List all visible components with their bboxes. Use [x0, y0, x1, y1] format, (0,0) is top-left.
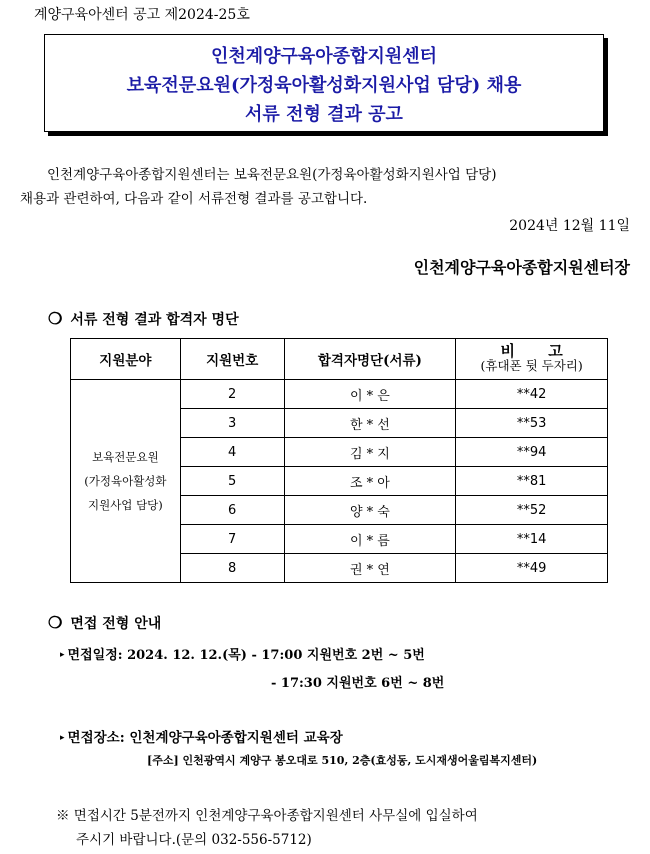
header-remark — [456, 339, 608, 380]
header-remark-top: 비 고 — [500, 342, 577, 360]
interview-place-text: 면접장소: 인천계양구육아종합지원센터 교육장 — [67, 730, 343, 746]
cell-app-no: 7 — [180, 525, 284, 554]
schedule-line-2: - 17:30 지원번호 6번 ~ 8번 — [271, 676, 445, 691]
cell-name: 한 * 선 — [284, 409, 456, 438]
org-signature: 인천계양구육아종합지원센터장 — [413, 258, 630, 277]
cell-app-no: 8 — [180, 554, 284, 583]
intro-line-2: 채용과 관련하여, 다음과 같이 서류전형 결과를 공고합니다. — [20, 191, 368, 207]
cell-remark: **14 — [456, 525, 608, 554]
section-interview-title: 면접 전형 안내 — [70, 616, 162, 632]
cell-remark: **52 — [456, 496, 608, 525]
circle-bullet-icon: ❍ — [48, 309, 63, 328]
field-line-3: 지원사업 담당) — [87, 498, 163, 512]
cell-name: 김 * 지 — [284, 438, 456, 467]
table-row — [71, 380, 608, 409]
header-app-no: 지원번호 — [180, 339, 284, 380]
interview-address: [주소] 인천광역시 계양구 봉오대로 510, 2층(효성동, 도시재생어울림복지센터) — [147, 754, 538, 767]
schedule-line-1 — [60, 644, 425, 663]
cell-name: 이 * 름 — [284, 525, 456, 554]
title-line-1: 인천계양구육아종합지원센터 — [210, 46, 438, 67]
schedule-text-1: 면접일정: 2024. 12. 12.(목) - 17:00 지원번호 2번 ~ 5번 — [67, 648, 425, 663]
notice-number: 계양구육아센터 공고 제2024-25호 — [34, 7, 250, 23]
triangle-bullet-icon: ▸ — [60, 733, 65, 743]
cell-app-no: 6 — [180, 496, 284, 525]
cell-remark: **81 — [456, 467, 608, 496]
notice-footnote — [56, 804, 478, 852]
section-results-title: 서류 전형 결과 합격자 명단 — [70, 312, 239, 328]
field-cell — [71, 380, 181, 583]
cell-name: 권 * 연 — [284, 554, 456, 583]
notice-date: 2024년 12월 11일 — [509, 218, 630, 234]
field-line-1: 보육전문요원 — [92, 450, 159, 464]
cell-remark: **49 — [456, 554, 608, 583]
header-names: 합격자명단(서류) — [284, 339, 456, 380]
table-header-row — [71, 339, 608, 380]
section-results-heading — [48, 309, 239, 329]
interview-place — [60, 726, 343, 746]
intro-line-1: 인천계양구육아종합지원센터는 보육전문요원(가정육아활성화지원사업 담당) — [47, 167, 497, 183]
cell-app-no: 2 — [180, 380, 284, 409]
cell-name: 이 * 은 — [284, 380, 456, 409]
cell-remark: **53 — [456, 409, 608, 438]
circle-bullet-icon: ❍ — [48, 613, 63, 632]
cell-name: 양 * 숙 — [284, 496, 456, 525]
field-line-2: (가정육아활성화 — [84, 474, 167, 488]
triangle-bullet-icon: ▸ — [60, 650, 65, 660]
section-interview-heading — [48, 613, 161, 633]
header-field: 지원분야 — [71, 339, 181, 380]
title-line-3: 서류 전형 결과 공고 — [245, 104, 403, 125]
note-line-1: ※ 면접시간 5분전까지 인천계양구육아종합지원센터 사무실에 입실하여 — [56, 808, 478, 824]
results-table — [70, 338, 608, 583]
cell-app-no: 5 — [180, 467, 284, 496]
cell-name: 조 * 아 — [284, 467, 456, 496]
cell-app-no: 3 — [180, 409, 284, 438]
note-line-2: 주시기 바랍니다.(문의 032-556-5712) — [76, 832, 312, 848]
header-remark-bottom: (휴대폰 뒷 두자리) — [480, 358, 583, 373]
cell-remark: **94 — [456, 438, 608, 467]
cell-remark: **42 — [456, 380, 608, 409]
intro-paragraph — [20, 163, 630, 211]
cell-app-no: 4 — [180, 438, 284, 467]
title-line-2: 보육전문요원(가정육아활성화지원사업 담당) 채용 — [126, 75, 522, 96]
title-box — [44, 34, 604, 132]
